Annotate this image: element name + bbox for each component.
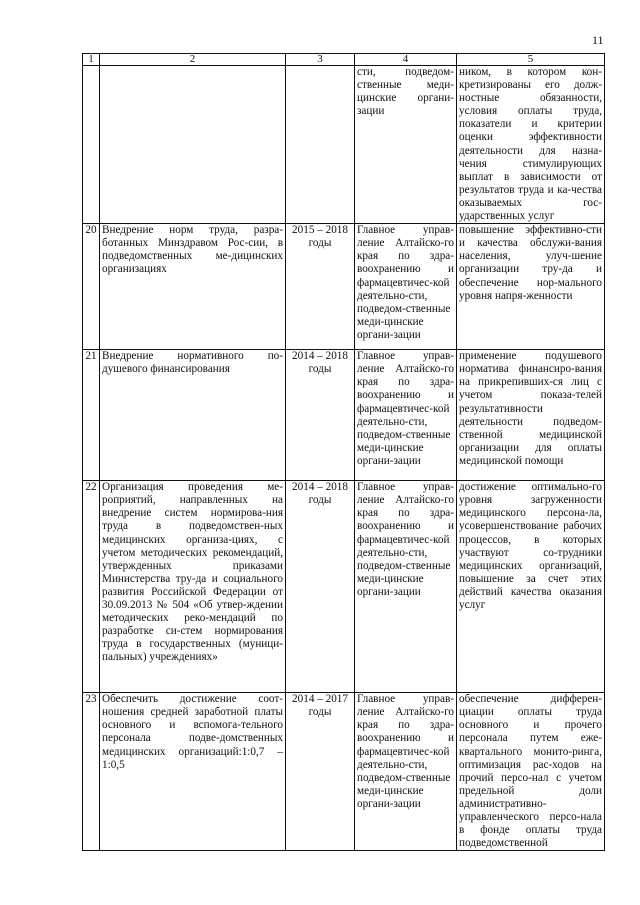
- row-number: 21: [83, 350, 100, 481]
- header-cell-2: 2: [100, 54, 286, 66]
- table-row-21: [83, 350, 605, 481]
- measure-cell: Обеспечить достижение соот-ношения средней заработной платы основного и вспомога-тельного персонала подве-домственных медицинских организаций:1:0,7 – 1:0,5: [100, 693, 286, 851]
- result-cell: повышение эффективно-сти и качества обслужи-вания населения, улуч-шение организации тру-да и обеспечение нор-мального уровня напря-женности: [457, 224, 605, 350]
- measures-table: [82, 53, 605, 851]
- header-cell-3: 3: [286, 54, 355, 66]
- table-row-22: [83, 481, 605, 693]
- table-row-20: [83, 224, 605, 350]
- period-cell: 2014 – 2018 годы: [286, 350, 355, 481]
- period-cell: 2014 – 2017 годы: [286, 693, 355, 851]
- period-cell: [286, 66, 355, 224]
- measure-cell: Организация проведения ме-роприятий, направленных на внедрение систем нормирова-ния труда в подведомствен-ных медицинских организа-циях, с учетом методических рекомендаций, утвержденных приказами Министерства тру-да и социального развития Российской Федерации от 30.09.2013 № 504 «Об утвер-ждении методических реко-мендаций по разработке си-стем нормирования труда в государственных (муници-пальных) учреждениях»: [100, 481, 286, 693]
- result-cell: применение подушевого норматива финансиро-вания на прикрепивших-ся лиц с учетом показа-телей результативности деятельности подведом-ственной медицинской организации для оплаты медицинской помощи: [457, 350, 605, 481]
- executor-cell: Главное управ-ление Алтайско-го края по здра-воохранению и фармацевтичес-кой деятельно-сти, подведом-ственные меди-цинские органи-зации: [355, 693, 457, 851]
- row-number: 22: [83, 481, 100, 693]
- header-cell-1: 1: [83, 54, 100, 66]
- table-header-row: [83, 54, 605, 66]
- row-number: 23: [83, 693, 100, 851]
- period-cell: 2014 – 2018 годы: [286, 481, 355, 693]
- measure-cell: [100, 66, 286, 224]
- header-cell-4: 4: [355, 54, 457, 66]
- row-number: [83, 66, 100, 224]
- result-cell: достижение оптимально-го уровня загруженности медицинского персона-ла, усовершенствование рабочих процессов, в которых участвуют со-трудники медицинских организаций, повышение за счет этих действий качества оказания услуг: [457, 481, 605, 693]
- table-row-23: [83, 693, 605, 851]
- period-cell: 2015 – 2018 годы: [286, 224, 355, 350]
- result-cell: обеспечение дифферен-циации оплаты труда основного и прочего персонала путем еже-квартального монито-ринга, оптимизация рас-ходов на прочий персо-нал с учетом предельной доли административно-управленческого персо-нала в фонде оплаты труда подведомственной: [457, 693, 605, 851]
- measure-cell: Внедрение норм труда, разра-ботанных Минздравом Рос-сии, в подведомственных ме-дицинских организациях: [100, 224, 286, 350]
- executor-cell: Главное управ-ление Алтайско-го края по здра-воохранению и фармацевтичес-кой деятельно-сти, подведом-ственные меди-цинские органи-зации: [355, 350, 457, 481]
- executor-cell: Главное управ-ление Алтайско-го края по здра-воохранению и фармацевтичес-кой деятельно-сти, подведом-ственные меди-цинские органи-зации: [355, 224, 457, 350]
- result-cell: ником, в котором кон-кретизированы его долж-ностные обязанности, условия оплаты труда, показатели и критерии оценки эффективности деятельности для назна-чения стимулирующих выплат в зависимости от результатов труда и ка-чества оказываемых гос-ударственных услуг: [457, 66, 605, 224]
- executor-cell: сти, подведом-ственные меди-цинские органи-зации: [355, 66, 457, 224]
- header-cell-5: 5: [457, 54, 605, 66]
- measure-cell: Внедрение нормативного по-душевого финансирования: [100, 350, 286, 481]
- executor-cell: Главное управ-ление Алтайско-го края по здра-воохранению и фармацевтичес-кой деятельно-сти, подведом-ственные меди-цинские органи-зации: [355, 481, 457, 693]
- table-row-continued: [83, 66, 605, 224]
- row-number: 20: [83, 224, 100, 350]
- page-number: 11: [592, 33, 604, 47]
